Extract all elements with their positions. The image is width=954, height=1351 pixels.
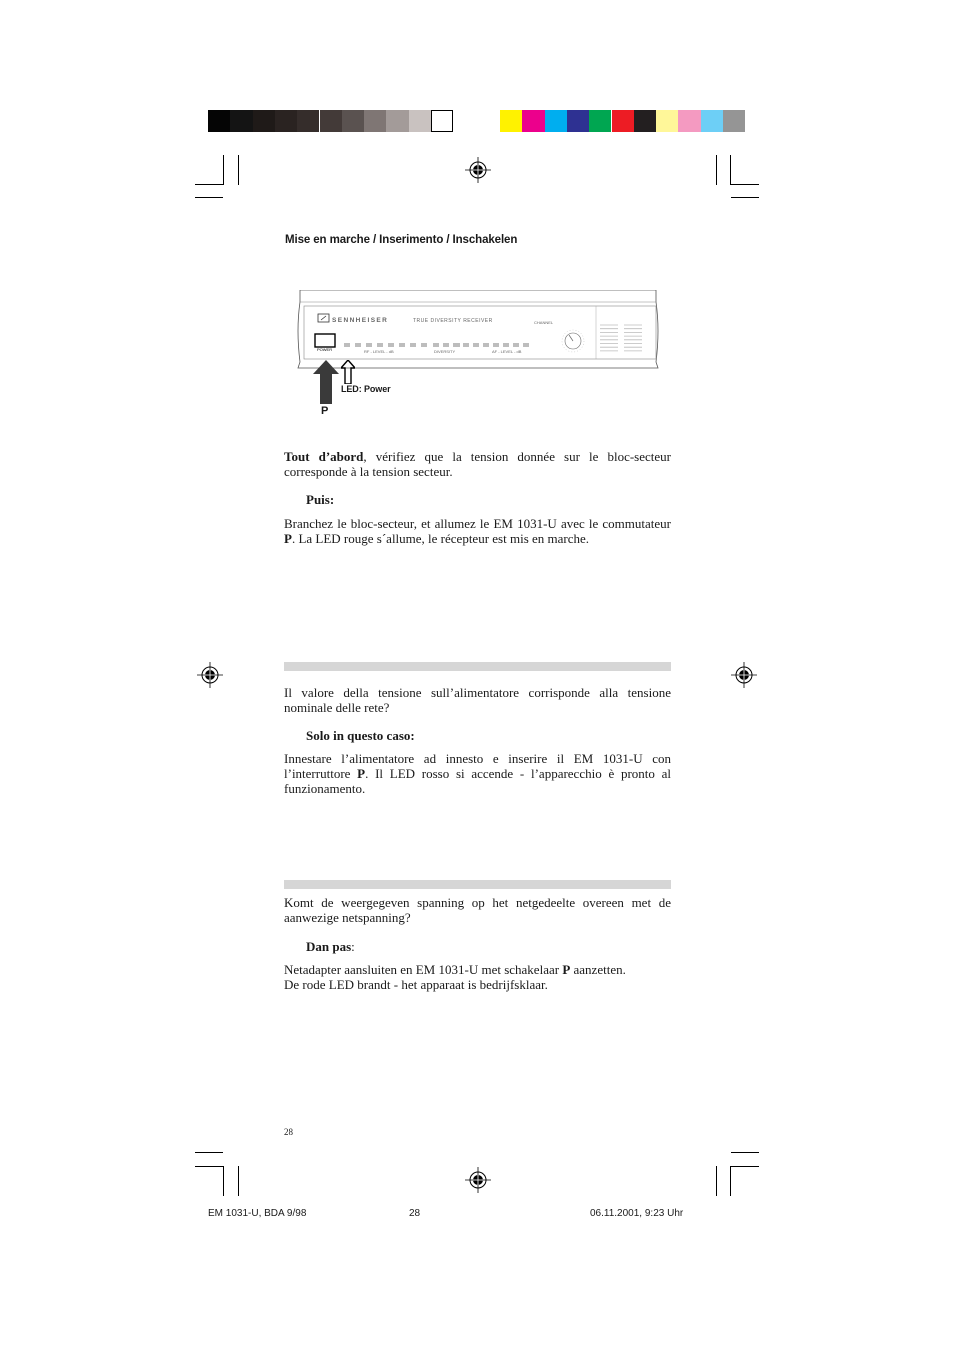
led-power-callout: LED: Power: [341, 384, 391, 394]
fr-intro-text: , vérifiez que la tension donnée sur le bloc-secteur corresponde à la tension secteur.: [284, 449, 671, 479]
diversity-label: DIVERSITY: [434, 349, 456, 354]
registration-mark-icon: [465, 1167, 491, 1193]
led-indicator: [421, 343, 427, 347]
color-swatch: [701, 110, 723, 132]
it-body-paragraph: [284, 751, 671, 796]
device-model-label: TRUE DIVERSITY RECEIVER: [413, 318, 493, 324]
led-indicator: [344, 343, 350, 347]
led-indicator: [410, 343, 416, 347]
color-swatch: [589, 110, 611, 132]
crop-mark: [238, 1166, 239, 1196]
nl-body-text-2: aanzetten.: [570, 962, 626, 977]
led-indicator: [377, 343, 383, 347]
fr-intro-paragraph: [284, 449, 671, 479]
crop-mark: [195, 1166, 223, 1167]
switch-p-callout: P: [321, 405, 329, 417]
led-indicator: [366, 343, 372, 347]
crop-mark: [731, 184, 759, 185]
led-indicator: [493, 343, 499, 347]
led-indicator: [513, 343, 519, 347]
fr-intro-bold: Tout d’abord: [284, 449, 364, 464]
led-indicator: [463, 343, 469, 347]
it-body-switch: P: [357, 766, 366, 781]
crop-mark: [223, 155, 224, 185]
power-switch-label: POWER: [317, 347, 333, 352]
crop-mark: [731, 1152, 759, 1153]
page-number: 28: [284, 1127, 293, 1137]
color-swatch: [297, 110, 319, 132]
color-swatch: [545, 110, 567, 132]
crop-mark: [731, 197, 759, 198]
fr-subheading: Puis:: [306, 492, 335, 507]
receiver-front-panel-illustration: [296, 290, 660, 370]
nl-subheading-text: Dan pas: [306, 939, 352, 954]
channel-label: CHANNEL: [534, 320, 554, 325]
color-swatch: [522, 110, 544, 132]
section-divider: [284, 662, 671, 671]
crop-mark: [195, 1152, 223, 1153]
crop-mark: [195, 197, 223, 198]
footer-left: EM 1031-U, BDA 9/98: [208, 1208, 307, 1219]
crop-mark: [195, 184, 223, 185]
footer-center: 28: [409, 1208, 421, 1219]
color-swatch: [723, 110, 745, 132]
color-swatch: [409, 110, 431, 132]
led-indicator: [453, 343, 459, 347]
footer-right: 06.11.2001, 9:23 Uhr: [590, 1208, 684, 1219]
device-brand-label: SENNHEISER: [332, 317, 389, 324]
fr-body-text: Branchez le bloc-secteur, et allumez le EM 1031-U avec le commutateur: [284, 516, 671, 531]
nl-subheading: [306, 939, 355, 955]
crop-mark: [730, 155, 731, 185]
registration-mark-icon: [731, 662, 757, 688]
crop-mark: [223, 1166, 224, 1196]
fr-body-switch: P: [284, 531, 292, 546]
color-swatch: [567, 110, 589, 132]
led-indicator: [399, 343, 405, 347]
nl-body-paragraph: [284, 962, 671, 992]
crop-mark: [731, 1166, 759, 1167]
registration-mark-icon: [197, 662, 223, 688]
led-indicator: [355, 343, 361, 347]
led-indicator: [483, 343, 489, 347]
color-swatch: [656, 110, 678, 132]
it-body-text: Innestare l’alimentatore ad innesto e inserire il EM 1031-U con l’interruttore: [284, 751, 671, 781]
led-indicator: [523, 343, 529, 347]
page-heading: Mise en marche / Inserimento / Inschakelen: [285, 234, 518, 246]
nl-body-text-3: De rode LED brandt - het apparaat is bedrijfsklaar.: [284, 977, 548, 992]
color-swatch: [386, 110, 408, 132]
fr-body-paragraph: [284, 516, 671, 546]
color-swatch: [500, 110, 522, 132]
nl-subheading-colon: :: [351, 939, 355, 954]
led-indicator: [443, 343, 449, 347]
color-swatch: [678, 110, 700, 132]
color-swatch: [253, 110, 275, 132]
led-power-arrow-icon: [341, 360, 355, 384]
af-level-leds: [443, 343, 529, 347]
color-swatch: [364, 110, 386, 132]
crop-mark: [730, 1166, 731, 1196]
registration-mark-icon: [465, 157, 491, 183]
it-subheading: Solo in questo caso:: [306, 728, 415, 743]
led-indicator: [433, 343, 439, 347]
color-swatch: [431, 110, 453, 132]
power-switch-arrow-icon: [313, 360, 339, 404]
color-swatch: [342, 110, 364, 132]
crop-mark: [716, 1166, 717, 1196]
fr-body-text-2: . La LED rouge s´allume, le récepteur est mis en marche.: [291, 531, 590, 546]
it-body-text-2: . Il LED rosso si accende - l’apparecchio è pronto al funzionamento.: [284, 766, 671, 796]
color-swatch: [275, 110, 297, 132]
crop-mark: [238, 155, 239, 185]
nl-body-text: Netadapter aansluiten en EM 1031-U met schakelaar: [284, 962, 563, 977]
led-indicator: [388, 343, 394, 347]
it-intro-paragraph: Il valore della tensione sull’alimentatore corrisponde alla tensione nominale delle rete?: [284, 685, 671, 715]
color-swatch: [634, 110, 656, 132]
rf-level-label: RF - LEVEL - dB: [364, 349, 394, 354]
section-divider: [284, 880, 671, 889]
color-swatch: [320, 110, 342, 132]
nl-intro-paragraph: Komt de weergegeven spanning op het netgedeelte overeen met de aanwezige netspanning?: [284, 895, 671, 925]
crop-mark: [716, 155, 717, 185]
nl-body-switch: P: [562, 962, 571, 977]
led-indicator: [503, 343, 509, 347]
led-indicator: [473, 343, 479, 347]
color-swatch: [612, 110, 634, 132]
color-swatch: [208, 110, 230, 132]
af-level-label: AF - LEVEL - dB: [492, 349, 522, 354]
color-swatch: [230, 110, 252, 132]
